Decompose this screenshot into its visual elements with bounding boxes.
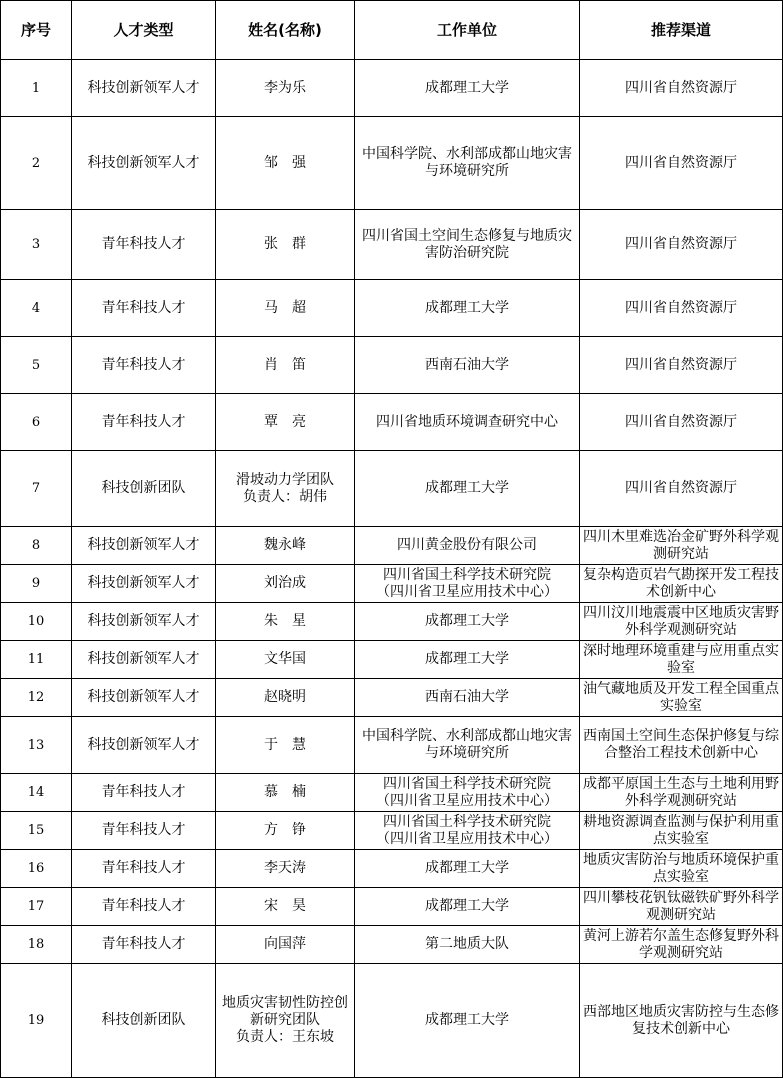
table-row bbox=[1, 603, 783, 641]
table-row bbox=[1, 964, 783, 1078]
table-row bbox=[1, 812, 783, 850]
cell-name: 向国萍 bbox=[216, 926, 355, 964]
table-body bbox=[1, 60, 783, 1078]
cell-unit: 第二地质大队 bbox=[355, 926, 580, 964]
cell-channel: 耕地资源调查监测与保护利用重点实验室 bbox=[580, 812, 783, 850]
cell-type: 科技创新领军人才 bbox=[72, 717, 216, 774]
cell-name: 魏永峰 bbox=[216, 527, 355, 565]
cell-num: 9 bbox=[1, 565, 72, 603]
table-row bbox=[1, 774, 783, 812]
table-row bbox=[1, 641, 783, 679]
cell-num: 12 bbox=[1, 679, 72, 717]
cell-name: 于 慧 bbox=[216, 717, 355, 774]
cell-name: 赵晓明 bbox=[216, 679, 355, 717]
cell-type: 科技创新领军人才 bbox=[72, 527, 216, 565]
cell-num: 13 bbox=[1, 717, 72, 774]
cell-type: 青年科技人才 bbox=[72, 850, 216, 888]
cell-num: 6 bbox=[1, 394, 72, 451]
cell-channel: 四川省自然资源厅 bbox=[580, 117, 783, 210]
cell-type: 科技创新领军人才 bbox=[72, 565, 216, 603]
cell-channel: 西南国土空间生态保护修复与综合整治工程技术创新中心 bbox=[580, 717, 783, 774]
cell-name: 地质灾害韧性防控创新研究团队 负责人：王东坡 bbox=[216, 964, 355, 1078]
header-num: 序号 bbox=[1, 1, 72, 60]
cell-name: 张 群 bbox=[216, 210, 355, 280]
table-row bbox=[1, 527, 783, 565]
cell-unit: 成都理工大学 bbox=[355, 888, 580, 926]
cell-type: 科技创新领军人才 bbox=[72, 603, 216, 641]
cell-name: 刘治成 bbox=[216, 565, 355, 603]
table-row bbox=[1, 565, 783, 603]
cell-channel: 四川汶川地震震中区地质灾害野外科学观测研究站 bbox=[580, 603, 783, 641]
cell-num: 2 bbox=[1, 117, 72, 210]
cell-type: 青年科技人才 bbox=[72, 394, 216, 451]
header-name: 姓名(名称) bbox=[216, 1, 355, 60]
cell-channel: 四川省自然资源厅 bbox=[580, 210, 783, 280]
cell-unit: 成都理工大学 bbox=[355, 60, 580, 117]
cell-unit: 成都理工大学 bbox=[355, 850, 580, 888]
cell-num: 17 bbox=[1, 888, 72, 926]
table-row bbox=[1, 926, 783, 964]
cell-type: 青年科技人才 bbox=[72, 774, 216, 812]
table-row bbox=[1, 337, 783, 394]
cell-num: 14 bbox=[1, 774, 72, 812]
cell-channel: 四川省自然资源厅 bbox=[580, 60, 783, 117]
cell-num: 4 bbox=[1, 280, 72, 337]
cell-name: 李天涛 bbox=[216, 850, 355, 888]
cell-name: 李为乐 bbox=[216, 60, 355, 117]
cell-unit: 四川省国土科学技术研究院 （四川省卫星应用技术中心） bbox=[355, 565, 580, 603]
cell-unit: 四川省国土科学技术研究院 （四川省卫星应用技术中心） bbox=[355, 774, 580, 812]
cell-channel: 地质灾害防治与地质环境保护重点实验室 bbox=[580, 850, 783, 888]
cell-type: 科技创新领军人才 bbox=[72, 679, 216, 717]
cell-num: 11 bbox=[1, 641, 72, 679]
cell-unit: 四川省国土空间生态修复与地质灾害防治研究院 bbox=[355, 210, 580, 280]
cell-unit: 成都理工大学 bbox=[355, 603, 580, 641]
cell-channel: 复杂构造页岩气勘探开发工程技术创新中心 bbox=[580, 565, 783, 603]
cell-channel: 四川省自然资源厅 bbox=[580, 451, 783, 527]
cell-channel: 四川省自然资源厅 bbox=[580, 337, 783, 394]
cell-unit: 四川黄金股份有限公司 bbox=[355, 527, 580, 565]
cell-num: 5 bbox=[1, 337, 72, 394]
header-row bbox=[1, 1, 783, 60]
cell-channel: 四川省自然资源厅 bbox=[580, 394, 783, 451]
cell-channel: 成都平原国土生态与土地利用野外科学观测研究站 bbox=[580, 774, 783, 812]
cell-unit: 成都理工大学 bbox=[355, 641, 580, 679]
cell-name: 方 铮 bbox=[216, 812, 355, 850]
cell-channel: 四川攀枝花钒钛磁铁矿野外科学观测研究站 bbox=[580, 888, 783, 926]
cell-unit: 西南石油大学 bbox=[355, 337, 580, 394]
cell-type: 青年科技人才 bbox=[72, 337, 216, 394]
table-row bbox=[1, 717, 783, 774]
cell-type: 青年科技人才 bbox=[72, 812, 216, 850]
table-row bbox=[1, 394, 783, 451]
cell-channel: 西部地区地质灾害防控与生态修复技术创新中心 bbox=[580, 964, 783, 1078]
table-row bbox=[1, 280, 783, 337]
cell-num: 18 bbox=[1, 926, 72, 964]
cell-unit: 成都理工大学 bbox=[355, 280, 580, 337]
cell-name: 宋 昊 bbox=[216, 888, 355, 926]
cell-num: 10 bbox=[1, 603, 72, 641]
cell-channel: 深时地理环境重建与应用重点实验室 bbox=[580, 641, 783, 679]
cell-type: 科技创新领军人才 bbox=[72, 641, 216, 679]
cell-name: 滑坡动力学团队 负责人：胡伟 bbox=[216, 451, 355, 527]
cell-num: 15 bbox=[1, 812, 72, 850]
cell-unit: 成都理工大学 bbox=[355, 451, 580, 527]
cell-type: 青年科技人才 bbox=[72, 280, 216, 337]
cell-unit: 中国科学院、水利部成都山地灾害与环境研究所 bbox=[355, 717, 580, 774]
cell-name: 慕 楠 bbox=[216, 774, 355, 812]
table-row bbox=[1, 888, 783, 926]
cell-type: 科技创新团队 bbox=[72, 964, 216, 1078]
table-row bbox=[1, 210, 783, 280]
cell-type: 青年科技人才 bbox=[72, 926, 216, 964]
cell-num: 8 bbox=[1, 527, 72, 565]
table-row bbox=[1, 679, 783, 717]
cell-type: 青年科技人才 bbox=[72, 888, 216, 926]
cell-type: 科技创新领军人才 bbox=[72, 60, 216, 117]
cell-channel: 黄河上游若尔盖生态修复野外科学观测研究站 bbox=[580, 926, 783, 964]
cell-type: 科技创新团队 bbox=[72, 451, 216, 527]
cell-channel: 油气藏地质及开发工程全国重点实验室 bbox=[580, 679, 783, 717]
cell-channel: 四川木里难选冶金矿野外科学观测研究站 bbox=[580, 527, 783, 565]
cell-name: 肖 笛 bbox=[216, 337, 355, 394]
table-row bbox=[1, 451, 783, 527]
cell-channel: 四川省自然资源厅 bbox=[580, 280, 783, 337]
cell-unit: 成都理工大学 bbox=[355, 964, 580, 1078]
table-row bbox=[1, 850, 783, 888]
cell-unit: 西南石油大学 bbox=[355, 679, 580, 717]
cell-name: 马 超 bbox=[216, 280, 355, 337]
table-row bbox=[1, 60, 783, 117]
cell-unit: 四川省国土科学技术研究院 （四川省卫星应用技术中心） bbox=[355, 812, 580, 850]
cell-unit: 四川省地质环境调查研究中心 bbox=[355, 394, 580, 451]
cell-type: 青年科技人才 bbox=[72, 210, 216, 280]
header-unit: 工作单位 bbox=[355, 1, 580, 60]
cell-num: 1 bbox=[1, 60, 72, 117]
cell-name: 文华国 bbox=[216, 641, 355, 679]
cell-name: 覃 亮 bbox=[216, 394, 355, 451]
cell-num: 19 bbox=[1, 964, 72, 1078]
cell-num: 3 bbox=[1, 210, 72, 280]
cell-name: 朱 星 bbox=[216, 603, 355, 641]
cell-num: 16 bbox=[1, 850, 72, 888]
header-channel: 推荐渠道 bbox=[580, 1, 783, 60]
header-type: 人才类型 bbox=[72, 1, 216, 60]
table-row bbox=[1, 117, 783, 210]
cell-num: 7 bbox=[1, 451, 72, 527]
cell-type: 科技创新领军人才 bbox=[72, 117, 216, 210]
cell-name: 邹 强 bbox=[216, 117, 355, 210]
cell-unit: 中国科学院、水利部成都山地灾害与环境研究所 bbox=[355, 117, 580, 210]
